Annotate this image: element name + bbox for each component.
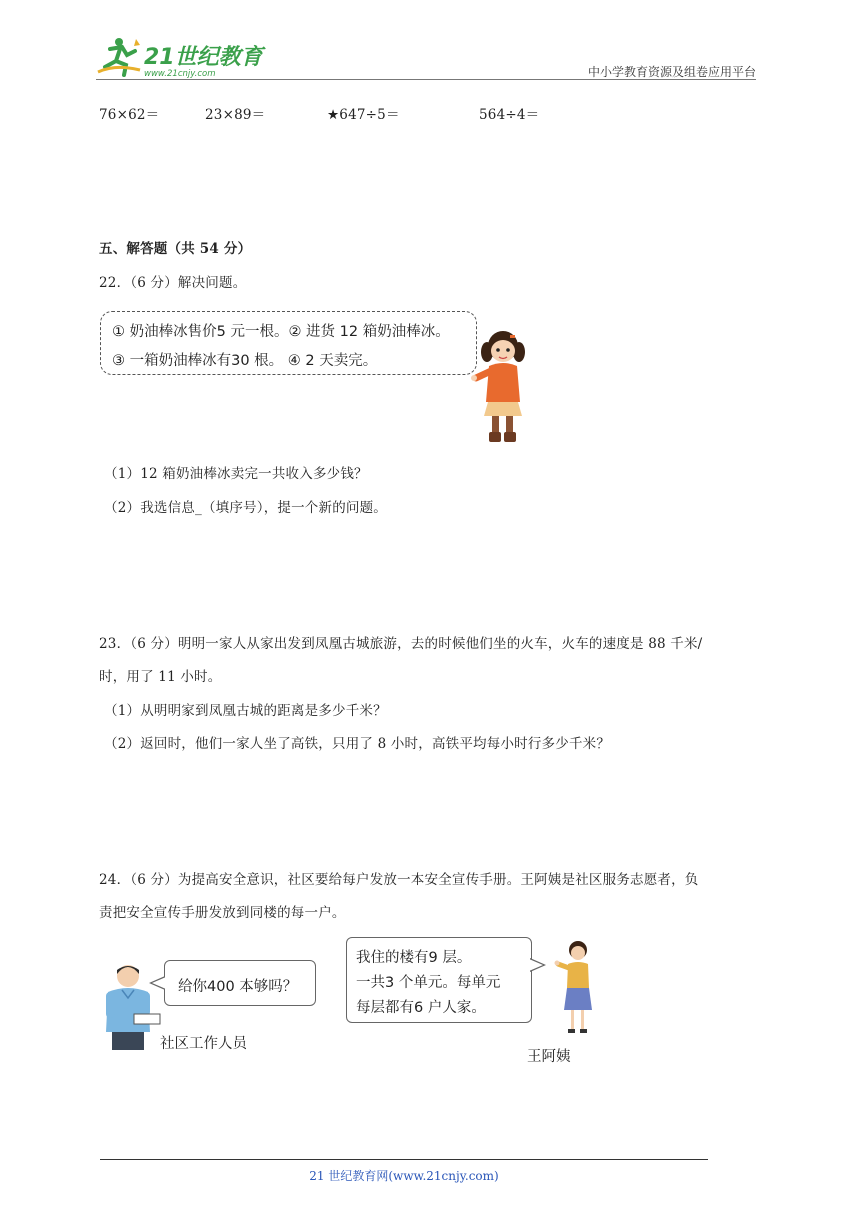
q24-stem-line-1: 24．（6 分）为提高安全意识，社区要给每户发放一本安全宣传手册。王阿姨是社区服务志愿者，负 [99, 872, 699, 888]
wang-bubble-tail-fill [529, 959, 543, 971]
calc-item-3: ★647÷5＝ [327, 107, 400, 123]
header-divider [96, 79, 756, 80]
wang-speech-line-3: 每层都有6 户人家。 [356, 1000, 486, 1016]
svg-text:www.21cnjy.com: www.21cnjy.com [144, 69, 216, 79]
site-logo [96, 36, 266, 80]
calc-item-1: 76×62＝ [99, 107, 160, 123]
wang-illustration [552, 938, 602, 1036]
svg-text:21世纪教育: 21世纪教育 [144, 45, 263, 70]
q22-info-line-2: ③ 一箱奶油棒冰有30 根。 ④ 2 天卖完。 [112, 353, 378, 369]
runner-logo-icon [96, 36, 266, 80]
platform-name: 中小学教育资源及组卷应用平台 [587, 65, 756, 79]
girl-illustration [470, 326, 532, 448]
wang-speech-line-1: 我住的楼有9 层。 [356, 950, 472, 966]
q23-stem-line-1: 23．（6 分）明明一家人从家出发到凤凰古城旅游，去的时候他们坐的火车，火车的速度是 88 千米/ [99, 636, 703, 652]
section-title: 五、解答题（共 54 分） [99, 241, 252, 257]
wang-speech-line-2: 一共3 个单元。每单元 [356, 975, 501, 991]
q23-sub-question-1: （1）从明明家到凤凰古城的距离是多少千米？ [104, 703, 387, 719]
worker-label: 社区工作人员 [160, 1036, 247, 1052]
wang-label: 王阿姨 [527, 1049, 571, 1065]
footer-divider [100, 1159, 708, 1160]
q23-stem-line-2: 时，用了 11 小时。 [99, 669, 222, 685]
footer-link[interactable]: 21 世纪教育网(www.21cnjy.com) [309, 1169, 499, 1183]
calc-item-4: 564÷4＝ [479, 107, 540, 123]
woman-figure-icon [552, 938, 602, 1036]
worker-speech-text: 给你400 本够吗？ [178, 979, 298, 995]
worker-bubble-tail-fill [152, 977, 166, 989]
q22-info-line-1: ① 奶油棒冰售价5 元一根。② 进货 12 箱奶油棒冰。 [112, 324, 450, 340]
q22-stem: 22．（6 分）解决问题。 [99, 275, 247, 291]
calc-item-2: 23×89＝ [205, 107, 266, 123]
girl-figure-icon [470, 326, 532, 448]
q23-sub-question-2: （2）返回时，他们一家人坐了高铁，只用了 8 小时，高铁平均每小时行多少千米？ [104, 736, 611, 752]
q22-sub-question-1: （1）12 箱奶油棒冰卖完一共收入多少钱？ [104, 466, 368, 482]
q22-sub-question-2: （2）我选信息_（填序号），提一个新的问题。 [104, 500, 387, 516]
q24-stem-line-2: 责把安全宣传手册发放到同楼的每一户。 [99, 905, 346, 921]
